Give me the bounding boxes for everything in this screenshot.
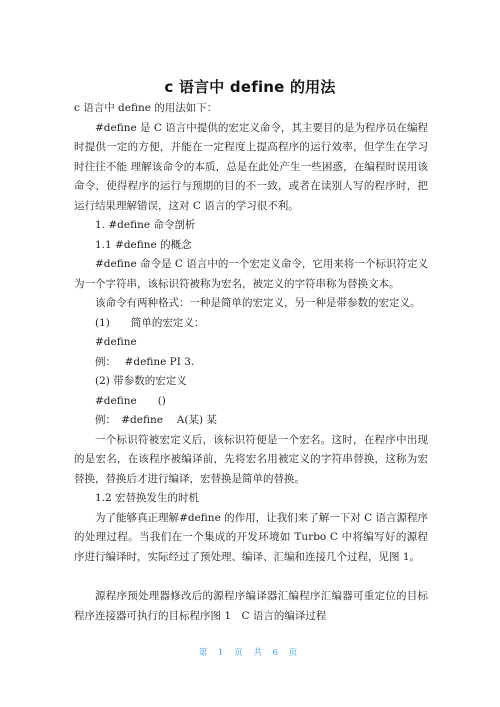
format-simple-example: 例： #define PI 3. xyxy=(95,355,195,368)
paragraph-formats: 该命令有两种格式：一种是简单的宏定义，另一种是带参数的宏定义。 xyxy=(95,297,421,309)
section-heading-1-2: 1.2 宏替换发生的时机 xyxy=(95,492,200,504)
format-param-heading: (2) 带参数的宏定义 xyxy=(95,375,187,387)
intro-line: c 语言中 define 的用法如下： xyxy=(74,102,218,114)
paragraph-macro-replace: 一个标识符被宏定义后，该标识符便是一个宏名。这时，在程序中出现的是宏名，在该程序被编译前，先将宏名用被定义的字符串替换，这称为宏替换，替换后才进行编译，宏替换是简单的替换。 xyxy=(74,433,428,485)
format-simple-heading: (1) 简单的宏定义： xyxy=(95,316,205,329)
paragraph-compile-process: 为了能够真正理解#define 的作用，让我们来了解一下对 C 语言源程序的处理过程。当我们在一个集成的开发环境如 Turbo C 中将编写好的源程序进行编译时，实际经过了预处理、编译、汇编和连接几个过程，见图 1。 xyxy=(74,511,428,563)
paragraph-overview: #define 是 C 语言中提供的宏定义命令，其主要目的是为程序员在编程时提供一定的方便，并能在一定程度上提高程序的运行效率，但学生在学习时往往不能 理解该命令的本质，总是在此处产生一些困惑，在编程时误用该命令，使得程序的运行与预期的目的不一致，或者在读别人写的程序时，把运行结果理解错误，这对 C 语言的学习很不利。 xyxy=(74,121,428,212)
blank-line xyxy=(74,567,428,587)
paragraph-concept: #define 命令是 C 语言中的一个宏定义命令，它用来将一个标识符定义为一个字符串，该标识符被称为宏名，被定义的字符串称为替换文本。 xyxy=(74,258,428,290)
section-heading-1-1: 1.1 #define 的概念 xyxy=(95,238,192,251)
format-param-example: 例： #define A(某) 某 xyxy=(95,414,217,426)
paragraph-figure-caption: 源程序预处理器修改后的源程序编译器汇编程序汇编器可重定位的目标程序连接器可执行的目标程序图 1 C 语言的编译过程 xyxy=(74,590,428,622)
page-title: c 语言中 define 的用法 xyxy=(164,78,336,96)
format-param-syntax: #define () xyxy=(95,394,166,407)
document-body xyxy=(74,99,428,626)
page-number-footer: 第 1 页 共 6 页 xyxy=(198,648,302,658)
section-heading-1: 1. #define 命令剖析 xyxy=(95,219,196,231)
format-simple-syntax: #define xyxy=(95,336,137,348)
